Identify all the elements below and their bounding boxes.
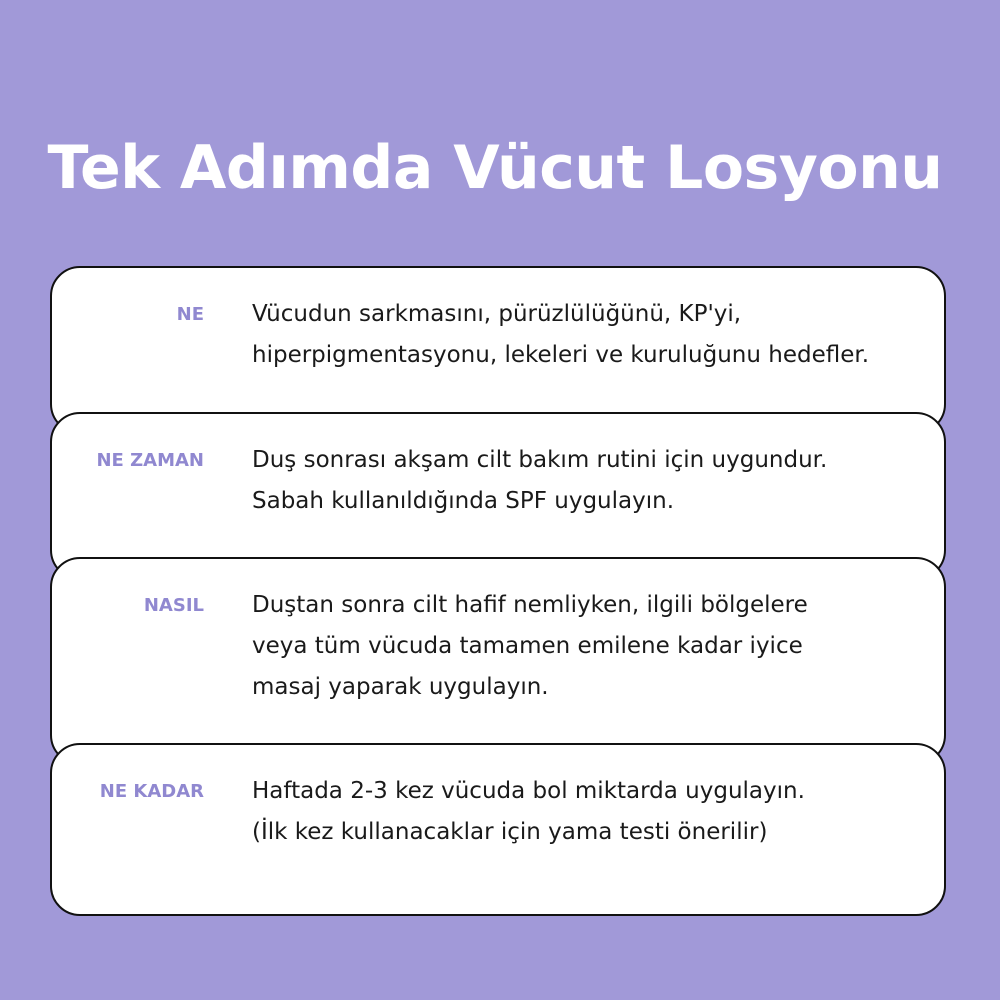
section-text-when: Duş sonrası akşam cilt bakım rutini için uygundur. Sabah kullanıldığında SPF uygulayın. [252, 447, 828, 514]
section-text-how: Duştan sonra cilt hafif nemliyken, ilgili bölgelere veya tüm vücuda tamamen emilene kadar iyice masaj yaparak uygulayın. [252, 592, 808, 700]
section-label-how: NASIL [143, 595, 204, 616]
page-title: Tek Adımda Vücut Losyonu [47, 133, 943, 203]
info-card-how [50, 557, 946, 765]
info-card-when [50, 412, 946, 580]
section-label-what: NE [176, 304, 204, 325]
info-card-what [50, 266, 946, 434]
section-label-how-often: NE KADAR [99, 781, 204, 802]
info-card-how-often [50, 743, 946, 916]
section-text-how-often: Haftada 2-3 kez vücuda bol miktarda uygulayın. (İlk kez kullanacaklar için yama testi önerilir) [252, 778, 805, 845]
section-label-when: NE ZAMAN [96, 450, 204, 471]
section-text-what: Vücudun sarkmasını, pürüzlülüğünü, KP'yi, hiperpigmentasyonu, lekeleri ve kuruluğunu hedefler. [252, 301, 870, 368]
